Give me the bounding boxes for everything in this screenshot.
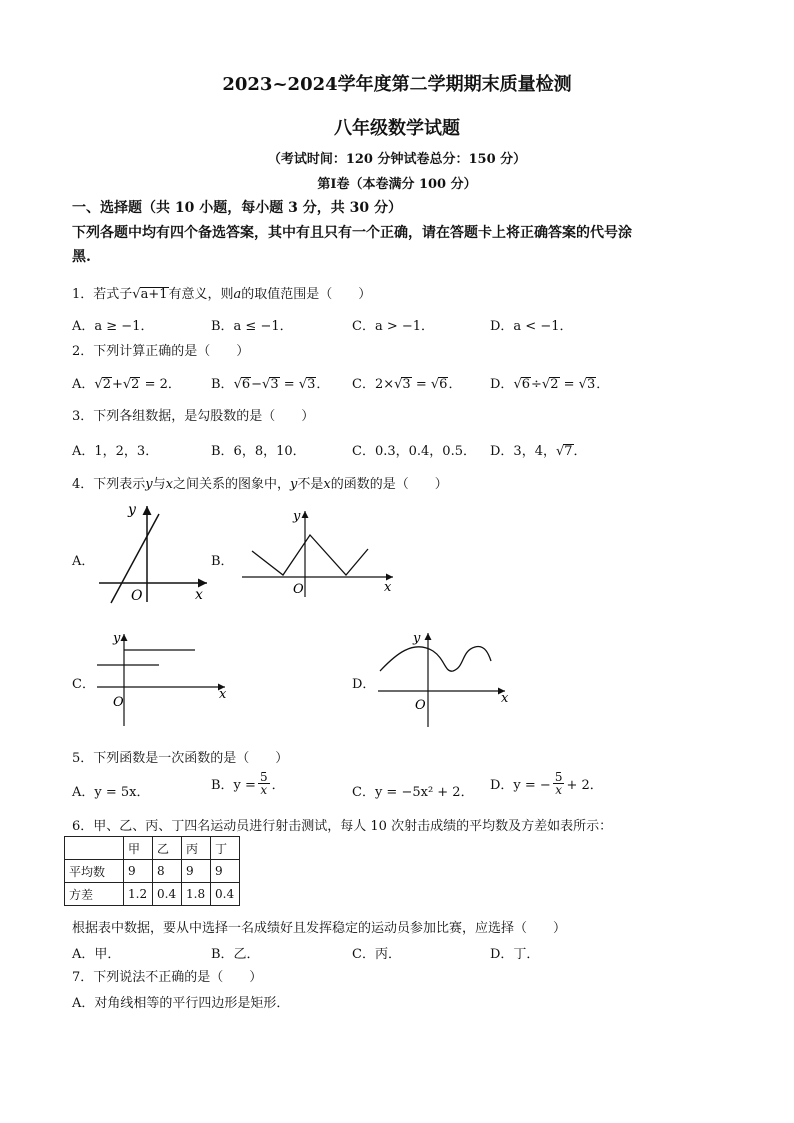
q2-c-label: C． (352, 377, 375, 392)
q1-option-a: A．a ≥ −1． (72, 319, 154, 334)
q4-label-d: D． (352, 677, 376, 692)
q6-follow: 根据表中数据，要从中选择一名成绩好且发挥稳定的运动员参加比赛，应选择（ ） (72, 921, 567, 936)
q6-option-c: C．丙． (352, 947, 401, 962)
q1-pre: 若式子 (93, 287, 133, 302)
q4-label-a: A． (72, 554, 95, 569)
q4-label-c: C． (72, 677, 95, 692)
section-heading: 一、选择题（共 10 小题，每小题 3 分，共 30 分） (72, 200, 402, 216)
graph-b (238, 505, 398, 600)
q1-radicand: a+1 (140, 287, 168, 302)
table-cell: 0.4 (211, 883, 240, 906)
stats-table (64, 836, 240, 906)
origin-label: O (113, 695, 124, 710)
origin-label: O (131, 588, 143, 604)
q5-b-pre: B．y = (211, 778, 256, 793)
q2-a-op: + (111, 377, 123, 392)
q5-b-num: 5 (259, 770, 268, 784)
table-cell: 9 (182, 860, 211, 883)
q5-b-post: ． (271, 778, 285, 793)
x-label: x (195, 587, 203, 603)
q5-b-fraction (258, 771, 270, 796)
question-3: 3．下列各组数据，是勾股数的是（ ） (72, 409, 315, 424)
q4-y2: y (290, 477, 298, 492)
q2-c-pre: 2× (374, 377, 395, 392)
y-label: y (293, 509, 301, 524)
x-label: x (384, 580, 392, 595)
q7-option-a: A．对角线相等的平行四边形是矩形． (72, 996, 290, 1011)
q6-option-a: A．甲． (72, 947, 121, 962)
q4-x2: x (323, 477, 331, 492)
q2-b-r1: 6 (241, 377, 251, 392)
q2-c-r2: 6 (439, 377, 448, 392)
q2-d-r2: 2 (550, 377, 559, 392)
table-cell: 平均数 (65, 860, 124, 883)
q4-mid1: 与 (152, 477, 166, 492)
q2-b-label: B． (211, 377, 234, 392)
table-cell: 9 (211, 860, 240, 883)
q3-d-post: ． (573, 444, 587, 459)
q5-d-den: x (555, 783, 563, 797)
table-header: 丁 (211, 837, 240, 860)
q4-post: 的函数的是（ ） (330, 477, 448, 492)
q5-option-a: A．y = 5x． (72, 785, 150, 800)
q6-option-b: B．乙． (211, 947, 260, 962)
question-1: 1．若式子√a+1有意义，则a的取值范围是（ ） (72, 287, 372, 302)
q5-option-d (490, 771, 603, 796)
exam-subtitle: 八年级数学试题 (334, 118, 460, 139)
q3-option-b: B．6，8，10． (211, 444, 306, 459)
table-row (65, 883, 240, 906)
q2-option-b: B．√6−√3 = √3． (211, 377, 330, 392)
table-row (65, 860, 240, 883)
question-7: 7．下列说法不正确的是（ ） (72, 970, 263, 985)
q4-pre: 4．下列表示 (72, 477, 146, 492)
q2-b-res: ． (316, 377, 330, 392)
origin-label: O (293, 582, 304, 597)
q3-d-pre: D．3，4， (490, 444, 556, 459)
volume-label: 第Ⅰ卷（本卷满分 100 分） (317, 177, 477, 192)
q2-d-r3: 3 (586, 377, 596, 392)
q5-d-num: 5 (554, 770, 563, 784)
graph-line (252, 535, 368, 575)
question-6: 6．甲、乙、丙、丁四名运动员进行射击测试，每人 10 次射击成绩的平均数及方差如表所示： (72, 819, 613, 834)
q5-d-pre: D．y = − (490, 778, 551, 793)
q5-d-fraction (553, 771, 565, 796)
q2-a-res: = 2． (140, 377, 181, 392)
exam-title: 2023~2024学年度第二学期期末质量检测 (222, 74, 572, 95)
q1-option-d: D．a < −1． (490, 319, 573, 334)
graph-curve (380, 646, 491, 671)
question-4 (72, 473, 448, 492)
q2-d-op: ÷ (531, 377, 542, 392)
q2-d-label: D． (490, 377, 514, 392)
table-header: 乙 (153, 837, 182, 860)
table-header: 丙 (182, 837, 211, 860)
q4-y1: y (145, 477, 153, 492)
table-cell: 方差 (65, 883, 124, 906)
table-cell: 9 (124, 860, 153, 883)
exam-info: （考试时间：120 分钟试卷总分：150 分） (267, 152, 527, 167)
q2-a-label: A． (72, 377, 95, 392)
q1-option-c: C．a > −1． (352, 319, 435, 334)
graph-d (375, 625, 520, 730)
table-cell: 8 (153, 860, 182, 883)
x-label: x (219, 687, 227, 702)
q2-c-r1: 3 (402, 377, 411, 392)
q2-b-op: − (251, 377, 263, 392)
origin-label: O (415, 698, 426, 713)
q3-option-d: D．3，4，√7． (490, 444, 587, 459)
table-cell: 1.2 (124, 883, 153, 906)
q2-d-r1: 6 (521, 377, 531, 392)
q2-c-res: ． (448, 377, 462, 392)
graph-a (95, 500, 215, 605)
q2-b-r2: 3 (270, 377, 279, 392)
table-header: 甲 (124, 837, 153, 860)
x-label: x (501, 691, 509, 706)
graph-c (95, 628, 235, 728)
q2-d-res: ． (596, 377, 610, 392)
q3-d-rad: 7 (564, 444, 573, 459)
q1-num: 1． (72, 287, 94, 302)
q4-mid3: 不是 (297, 477, 324, 492)
table-row (65, 837, 240, 860)
table-cell: 0.4 (153, 883, 182, 906)
q4-mid2: 之间关系的图象中， (173, 477, 291, 492)
q5-d-post: + 2． (566, 778, 603, 793)
table-cell: 1.8 (182, 883, 211, 906)
q1-option-b: B．a ≤ −1． (211, 319, 293, 334)
q4-x1: x (165, 477, 173, 492)
q1-mid: 有意义，则 (168, 287, 234, 302)
question-2: 2．下列计算正确的是（ ） (72, 344, 250, 359)
y-label: y (128, 502, 136, 518)
q1-post: 的取值范围是（ ） (241, 287, 372, 302)
section-instruction: 下列各题中均有四个备选答案，其中有且只有一个正确，请在答题卡上将正确答案的代号涂 (72, 225, 632, 241)
q2-a-r1: 2 (102, 377, 111, 392)
y-label: y (113, 631, 121, 646)
q3-option-a: A．1，2，3． (72, 444, 159, 459)
q2-option-d: D．√6÷√2 = √3． (490, 377, 610, 392)
q3-option-c: C．0.3，0.4，0.5． (352, 444, 476, 459)
q2-b-r3: 3 (307, 377, 316, 392)
q1-var: a (233, 287, 242, 302)
q5-option-c: C．y = −5x² + 2． (352, 785, 474, 800)
q4-label-b: B． (211, 554, 234, 569)
q5-option-b (211, 771, 285, 796)
y-label: y (413, 631, 421, 646)
q2-option-c: C．2×√3 = √6． (352, 377, 462, 392)
q5-b-den: x (260, 783, 268, 797)
q2-option-a: A．√2+√2 = 2． (72, 377, 181, 392)
question-5: 5．下列函数是一次函数的是（ ） (72, 751, 289, 766)
table-cell (65, 837, 124, 860)
section-instruction-cont: 黑. (72, 249, 91, 265)
q6-option-d: D．丁． (490, 947, 540, 962)
q2-a-r2: 2 (131, 377, 140, 392)
